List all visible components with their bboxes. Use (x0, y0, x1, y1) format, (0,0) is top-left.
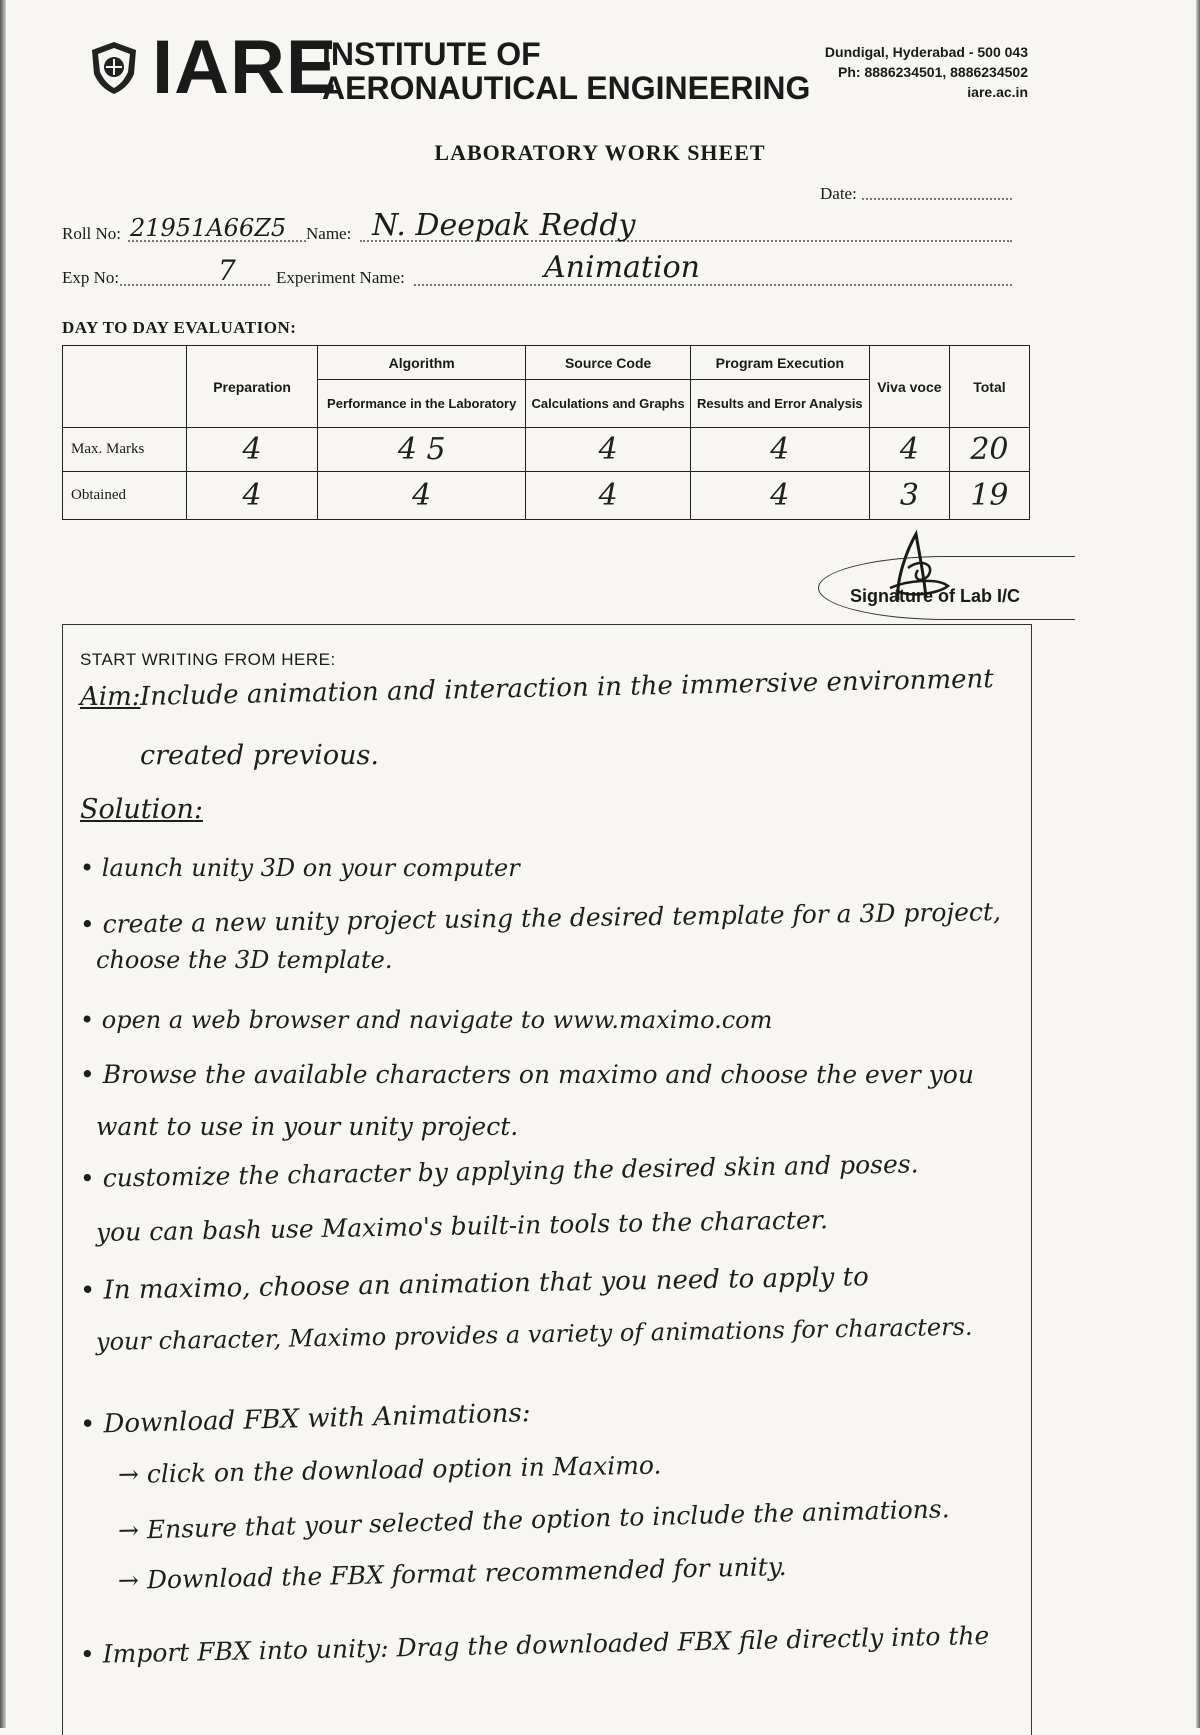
max-source-code-cell (526, 428, 690, 472)
max-algorithm-value: 4 5 (397, 432, 446, 467)
phone-line: Ph: 8886234501, 8886234502 (838, 64, 1028, 80)
obtained-algorithm-value: 4 (412, 478, 432, 513)
max-total-value: 20 (970, 432, 1009, 467)
date-label: Date: (820, 184, 857, 203)
obtained-viva-value: 3 (899, 478, 919, 513)
obtained-execution-value: 4 (770, 478, 790, 513)
header-total: Total (949, 346, 1029, 428)
roll-no-label: Roll No: (62, 224, 122, 243)
solution-line: your character, Maximo provides a variety of animations for characters. (95, 1312, 973, 1356)
roll-no-value[interactable]: 21951A66Z5 (130, 214, 287, 242)
institute-name-line2: AERONAUTICAL ENGINEERING (322, 70, 811, 106)
institute-name-line1: INSTITUTE OF (322, 36, 541, 72)
header-performance: Performance in the Laboratory (317, 380, 526, 428)
header-algorithm: Algorithm (317, 346, 526, 380)
solution-line: → click on the download option in Maximo. (117, 1450, 662, 1489)
experiment-name-field-line (414, 284, 1012, 286)
solution-label: Solution: (80, 794, 204, 825)
institute-address (825, 42, 1028, 102)
experiment-name-label: Experiment Name: (276, 268, 405, 287)
obtained-viva-cell (869, 472, 949, 520)
website-line: iare.ac.in (967, 84, 1028, 100)
max-algorithm-cell (317, 428, 526, 472)
obtained-execution-cell (690, 472, 869, 520)
address-line: Dundigal, Hyderabad - 500 043 (824, 44, 1028, 60)
brand-name: IARE (152, 25, 338, 110)
solution-line: • create a new unity project using the desired template for a 3D project, (79, 897, 1002, 939)
header-preparation: Preparation (187, 346, 318, 428)
solution-line: • customize the character by applying the desired skin and poses. (79, 1149, 919, 1193)
sheet-title: LABORATORY WORK SHEET (434, 140, 766, 165)
evaluation-title: DAY TO DAY EVALUATION: (62, 318, 297, 337)
header-program-execution: Program Execution (690, 346, 869, 380)
solution-line: • In maximo, choose an animation that you need to apply to (79, 1262, 869, 1306)
obtained-source-code-cell (526, 472, 690, 520)
exp-no-field-line (120, 284, 270, 286)
obtained-source-code-value: 4 (598, 478, 618, 513)
max-preparation-value: 4 (242, 432, 262, 467)
institute-crest-icon (88, 40, 140, 96)
max-viva-value: 4 (899, 432, 919, 467)
date-field-line (862, 198, 1012, 200)
signature-label: Signature of Lab I/C (850, 586, 1021, 606)
solution-line: → Download the FBX format recommended for unity. (117, 1551, 787, 1595)
obtained-total-value: 19 (970, 478, 1009, 513)
aim-line-2: created previous. (140, 740, 379, 771)
name-label: Name: (306, 224, 352, 243)
header-source-code: Source Code (526, 346, 690, 380)
experiment-name-value[interactable]: Animation (544, 250, 700, 285)
max-execution-value: 4 (770, 432, 790, 467)
header-results: Results and Error Analysis (690, 380, 869, 428)
evaluation-table (62, 345, 1030, 519)
solution-line: choose the 3D template. (96, 946, 393, 974)
solution-line: • open a web browser and navigate to www.maximo.com (80, 1006, 773, 1034)
row-label: Max. Marks (63, 428, 187, 472)
exp-no-value[interactable]: 7 (218, 254, 236, 287)
header-blank-cell (63, 346, 187, 428)
scan-edge-right (1196, 0, 1200, 1728)
solution-line: you can bash use Maximo's built-in tools to the character. (95, 1205, 829, 1247)
solution-line: → Ensure that your selected the option to include the animations. (117, 1494, 950, 1545)
obtained-total-cell (949, 472, 1029, 520)
start-writing-label: START WRITING FROM HERE: (80, 650, 336, 669)
solution-line: want to use in your unity project. (96, 1112, 519, 1141)
row-label: Obtained (63, 472, 187, 520)
aim-line-1: Include animation and interaction in the immersive environment (139, 664, 994, 712)
solution-line: • Download FBX with Animations: (79, 1398, 531, 1440)
name-value[interactable]: N. Deepak Reddy (372, 208, 636, 243)
header-calculations: Calculations and Graphs (526, 380, 690, 428)
max-execution-cell (690, 428, 869, 472)
solution-line: • Browse the available characters on maximo and choose the ever you (80, 1060, 974, 1089)
table-row-max-marks (63, 428, 1030, 472)
obtained-algorithm-cell (317, 472, 526, 520)
obtained-preparation-value: 4 (242, 478, 262, 513)
solution-line: • Import FBX into unity: Drag the downloaded FBX file directly into the (79, 1620, 990, 1669)
scan-edge-left (0, 0, 6, 1728)
max-viva-cell (869, 428, 949, 472)
table-row-obtained (63, 472, 1030, 520)
max-preparation-cell (187, 428, 318, 472)
obtained-preparation-cell (187, 472, 318, 520)
exp-no-label: Exp No: (62, 268, 120, 287)
aim-label: Aim: (80, 682, 141, 712)
header-viva-voce: Viva voce (869, 346, 949, 428)
max-total-cell (949, 428, 1029, 472)
solution-line: • launch unity 3D on your computer (80, 854, 520, 882)
max-source-code-value: 4 (598, 432, 618, 467)
